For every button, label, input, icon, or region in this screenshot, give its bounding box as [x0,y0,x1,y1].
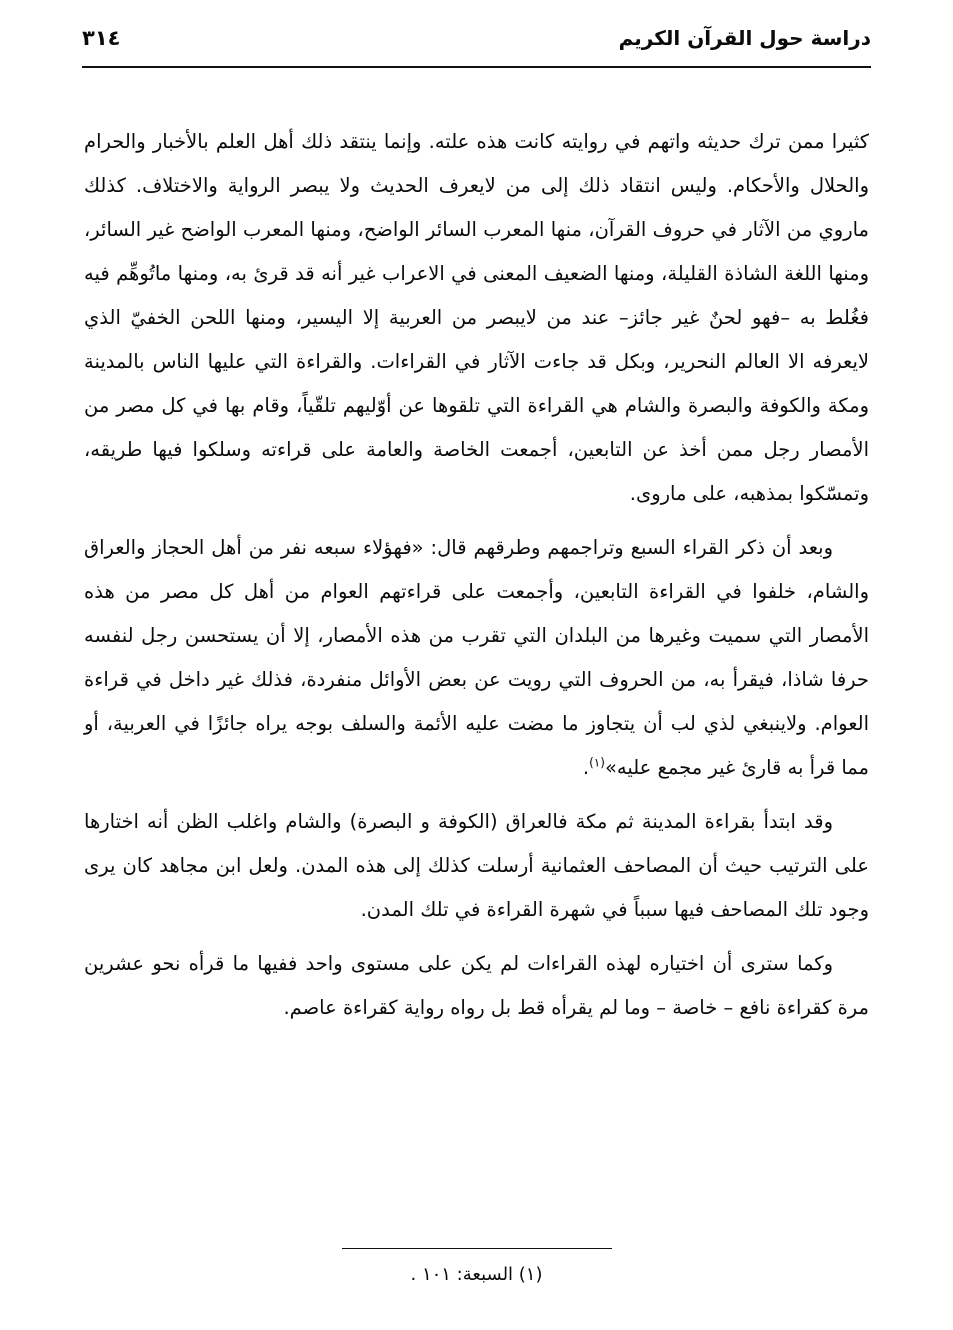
footnote-divider [342,1248,612,1249]
body-paragraph-2-tail: . [582,756,590,779]
body-paragraph-4: وكما سترى أن اختياره لهذه القراءات لم يكن على مستوى واحد ففيها ما قرأه نحو عشرين مرة كقراءة نافع – خاصة – وما لم يقرأه قط بل رواه رواية كقراءة عاصم. [84,952,869,1019]
header-page-number: ٣١٤ [82,26,121,50]
page-body [84,120,869,1040]
footnote-marker: (١) [589,755,605,770]
footnote-area [84,1248,869,1288]
footnote-text: (١) السبعة: ١٠١ . [410,1264,543,1285]
body-paragraph-1: كثيرا ممن ترك حديثه واتهم في روايته كانت هذه علته. وإنما ينتقد ذلك أهل العلم بالأخبار والحرام والحلال والأحكام. وليس انتقاد ذلك إلى من لايعرف الحديث ولا يبصر الرواية والاختلاف. كذلك ماروي من الآثار في حروف القرآن، منها المعرب السائر الواضح، ومنها المعرب الواضح غير السائر، ومنها اللغة الشاذة القليلة، ومنها الضعيف المعنى في الاعراب غير أنه قد قرئ به، ومنها ماتُوهِّم فيه فغُلط به –فهو لحنٌ غير جائز– عند من لايبصر من العربية إلا اليسير، ومنها اللحن الخفيّ الذي لايعرفه الا العالم النحرير، وبكل قد جاءت الآثار في القراءات. والقراءة التي عليها الناس بالمدينة ومكة والكوفة والبصرة والشام هي القراءة التي تلقوها عن أوّليهم تلقّياً، وقام بها في كل مصر من الأمصار رجل ممن أخذ عن التابعين، أجمعت الخاصة والعامة على قراءته وسلكوا فيها طريقه، وتمسّكوا بمذهبه، على ماروى. [84,130,869,505]
body-paragraph-2-text: وبعد أن ذكر القراء السبع وتراجمهم وطرقهم قال: «فهؤلاء سبعه نفر من أهل الحجاز والعراق والشام، خلفوا في القراءة التابعين، وأجمعت على قراءتهم العوام من أهل كل مصر من هذه الأمصار التي سميت وغيرها من البلدان التي تقرب من هذه الأمصار، إلا أن يستحسن رجل لنفسه حرفا شاذا، فيقرأ به، من الحروف التي رويت عن بعض الأوائل منفردة، فذلك غير داخل في قراءة العوام. ولاينبغي لذي لب أن يتجاوز ما مضت عليه الأئمة والسلف بوجه يراه جائزًا في العربية، أو مما قرأ به قارئ غير مجمع عليه» [84,536,869,779]
body-paragraph-3: وقد ابتدأ بقراءة المدينة ثم مكة فالعراق (الكوفة و البصرة) والشام واغلب الظن أنه اختارها على الترتيب حيث أن المصاحف العثمانية أرسلت كذلك إلى هذه المدن. ولعل ابن مجاهد كان يرى وجود تلك المصاحف فيها سبباً في شهرة القراءة في تلك المدن. [84,810,869,921]
page-header [82,26,871,70]
header-title: دراسة حول القرآن الكريم [618,26,871,50]
header-divider [82,66,871,68]
body-paragraph-2 [84,526,869,790]
